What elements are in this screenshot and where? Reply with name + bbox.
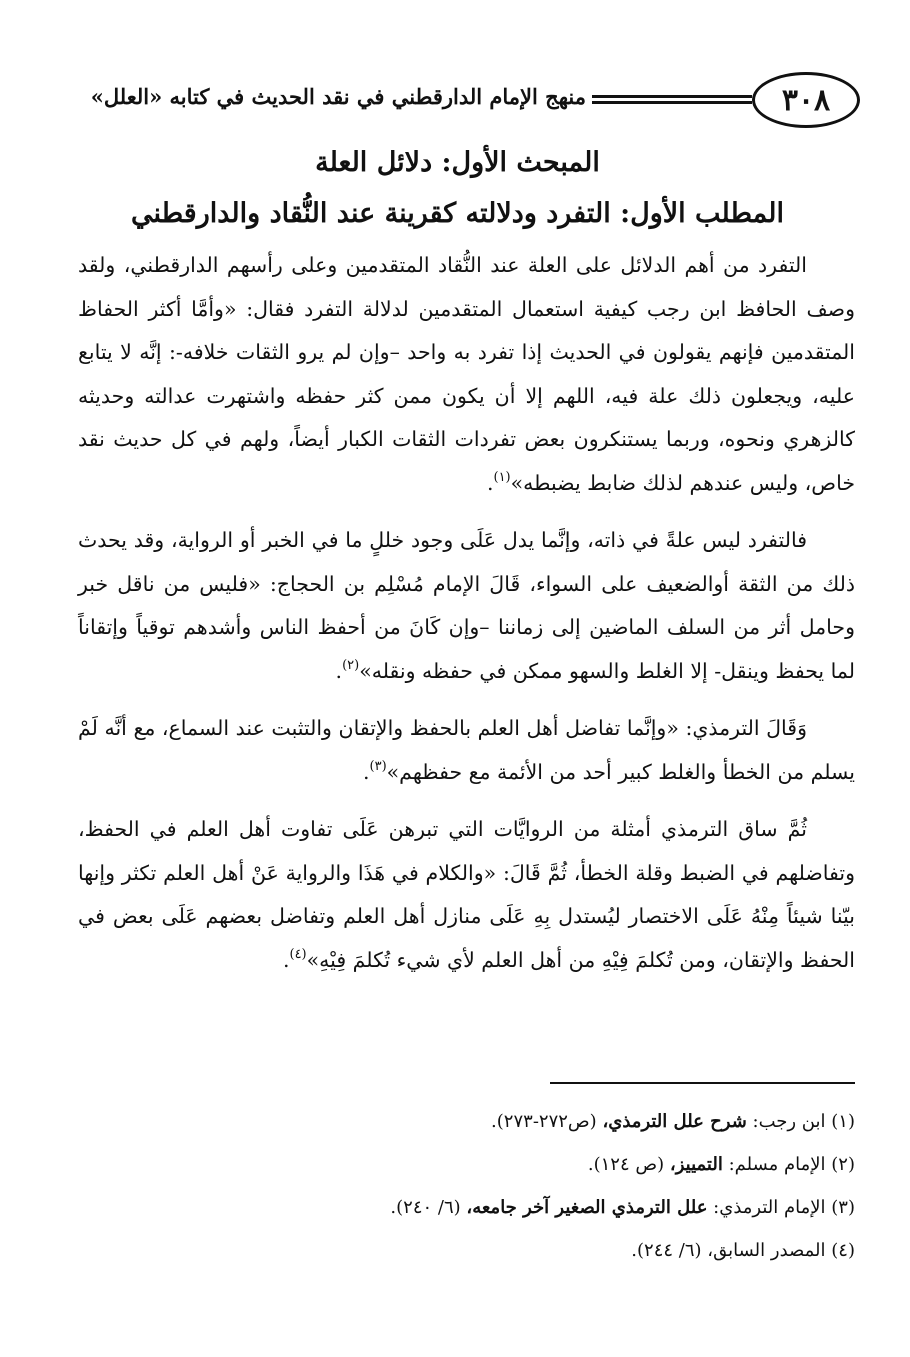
footnotes — [60, 1100, 855, 1272]
page-number: ٣٠٨ — [752, 72, 860, 128]
footnote-work: شرح علل الترمذي، — [602, 1111, 747, 1132]
page-header — [60, 72, 860, 132]
footnote-ref: (ص٢٧٢-٢٧٣). — [491, 1111, 597, 1132]
footnote-author: الإمام الترمذي: — [713, 1197, 826, 1218]
section-title: المطلب الأول: التفرد ودلالته كقرينة عند النُّقاد والدارقطني — [131, 198, 784, 229]
footnote-ref: (١) — [493, 469, 511, 485]
paragraph-text: ثُمَّ ساق الترمذي أمثلة من الروايَّات التي تبرهن عَلَى تفاوت أهل العلم في الحفظ، وتفاضلهم في الضبط وقلة الخطأ، ثُمَّ قَالَ: «والكلام في هَذَا والرواية عَنْ أهل العلم تكثر وإنها بيّنا شيئاً مِنْهُ عَلَى الاختصار ليُستدل بِهِ عَلَى منازل أهل العلم وتفاضل بعضهم عَلَى بعض في الحفظ والإتقان، ومن تُكلمَ فِيْهِ من أهل العلم لأي شيء تُكلمَ فِيْهِ» — [78, 817, 855, 972]
paragraph: التفرد من أهم الدلائل على العلة عند النُّقاد المتقدمين وعلى رأسهم الدارقطني، ولقد وصف الحافظ ابن رجب كيفية استعمال المتقدمين لدلالة التفرد فقال: «وأمَّا أكثر الحفاظ المتقدمين فإنهم يقولون في الحديث إذا تفرد به واحد –وإن لم يرو الثقات خلافه-: إنَّه لا يتابع عليه، ويجعلون ذلك علة فيه، اللهم إلا أن يكون ممن كثر حفظه واشتهرت عدالته وحديثه كالزهري ونحوه، وربما يستنكرون بعض تفردات الثقات الكبار أيضاً، ولهم في كل حديث نقد خاص، وليس عندهم لذلك ضابط يضبطه»$^{(١)}$. — [78, 253, 855, 495]
paragraph-text: التفرد من أهم الدلائل على العلة عند النُّقاد المتقدمين وعلى رأسهم الدارقطني، ولقد وصف الحافظ ابن رجب كيفية استعمال المتقدمين لدلالة التفرد فقال: «وأمَّا أكثر الحفاظ المتقدمين فإنهم يقولون في الحديث إذا تفرد به واحد –وإن لم يرو الثقات خلافه-: إنَّه لا يتابع عليه، ويجعلون ذلك علة فيه، اللهم إلا أن يكون ممن كثر حفظه واشتهرت عدالته وحديثه كالزهري ونحوه، وربما يستنكرون بعض تفردات الثقات الكبار أيضاً، ولهم في كل حديث نقد خاص، وليس عندهم لذلك ضابط يضبطه» — [78, 253, 855, 495]
footnote-author: المصدر السابق، — [707, 1240, 826, 1261]
footnote-number: (٤) — [831, 1240, 855, 1261]
footnote-ref: (٦/ ٢٤٤). — [631, 1240, 702, 1261]
footnote-number: (١) — [831, 1111, 855, 1132]
footnote — [60, 1186, 855, 1229]
footnote-separator — [550, 1082, 855, 1084]
paragraph: فالتفرد ليس علةً في ذاته، وإنَّما يدل عَلَى وجود خللٍ ما في الخبر أو الرواية، وقد يحدث ذلك من الثقة أوالضعيف على السواء، قَالَ الإمام مُسْلِم بن الحجاج: «فليس من ناقل خبر وحامل أثر من السلف الماضين إلى زماننا –وإن كَانَ من أحفظ الناس وأشدهم توقياً وإتقاناً لما يحفظ وينقل- إلا الغلط والسهو ممكن في حفظه ونقله»$^{(٢)}$. — [78, 528, 855, 683]
paragraph: ثُمَّ ساق الترمذي أمثلة من الروايَّات التي تبرهن عَلَى تفاوت أهل العلم في الحفظ، وتفاضلهم في الضبط وقلة الخطأ، ثُمَّ قَالَ: «والكلام في هَذَا والرواية عَنْ أهل العلم تكثر وإنها بيّنا شيئاً مِنْهُ عَلَى الاختصار ليُستدل بِهِ عَلَى منازل أهل العلم وتفاضل بعضهم عَلَى بعض في الحفظ والإتقان، ومن تُكلمَ فِيْهِ من أهل العلم لأي شيء تُكلمَ فِيْهِ»$^{(٤)}$. — [78, 817, 855, 972]
paragraph-text: فالتفرد ليس علةً في ذاته، وإنَّما يدل عَلَى وجود خللٍ ما في الخبر أو الرواية، وقد يحدث ذلك من الثقة أوالضعيف على السواء، قَالَ الإمام مُسْلِم بن الحجاج: «فليس من ناقل خبر وحامل أثر من السلف الماضين إلى زماننا –وإن كَانَ من أحفظ الناس وأشدهم توقياً وإتقاناً لما يحفظ وينقل- إلا الغلط والسهو ممكن في حفظه ونقله» — [78, 528, 855, 683]
footnote — [60, 1100, 855, 1143]
chapter-title: المبحث الأول: دلائل العلة — [315, 147, 600, 178]
footnote — [60, 1143, 855, 1186]
footnote-ref: (٤) — [289, 946, 307, 962]
body-text — [78, 244, 855, 982]
footnote — [60, 1229, 855, 1272]
footnote-ref: (ص ١٢٤). — [587, 1154, 665, 1175]
footnote-author: ابن رجب: — [752, 1111, 826, 1132]
footnote-number: (٢) — [831, 1154, 855, 1175]
running-title: منهج الإمام الدارقطني في نقد الحديث في كتابه «العلل» — [90, 84, 586, 109]
footnote-work: علل الترمذي الصغير آخر جامعه، — [466, 1197, 708, 1218]
paragraph-text: وَقَالَ الترمذي: «وإنَّما تفاضل أهل العلم بالحفظ والإتقان والتثبت عند السماع، مع أنَّه لَمْ يسلم من الخطأ والغلط كبير أحد من الأئمة مع حفظهم» — [78, 716, 855, 784]
paragraph: وَقَالَ الترمذي: «وإنَّما تفاضل أهل العلم بالحفظ والإتقان والتثبت عند السماع، مع أنَّه لَمْ يسلم من الخطأ والغلط كبير أحد من الأئمة مع حفظهم»$^{(٣)}$. — [78, 716, 855, 784]
footnote-work: التمييز، — [669, 1154, 723, 1175]
footnote-author: الإمام مسلم: — [728, 1154, 826, 1175]
footnote-ref: (٢) — [342, 657, 360, 673]
footnote-ref: (٦/ ٢٤٠). — [390, 1197, 461, 1218]
footnote-ref: (٣) — [369, 758, 387, 774]
header-rule — [592, 95, 752, 104]
footnote-number: (٣) — [831, 1197, 855, 1218]
